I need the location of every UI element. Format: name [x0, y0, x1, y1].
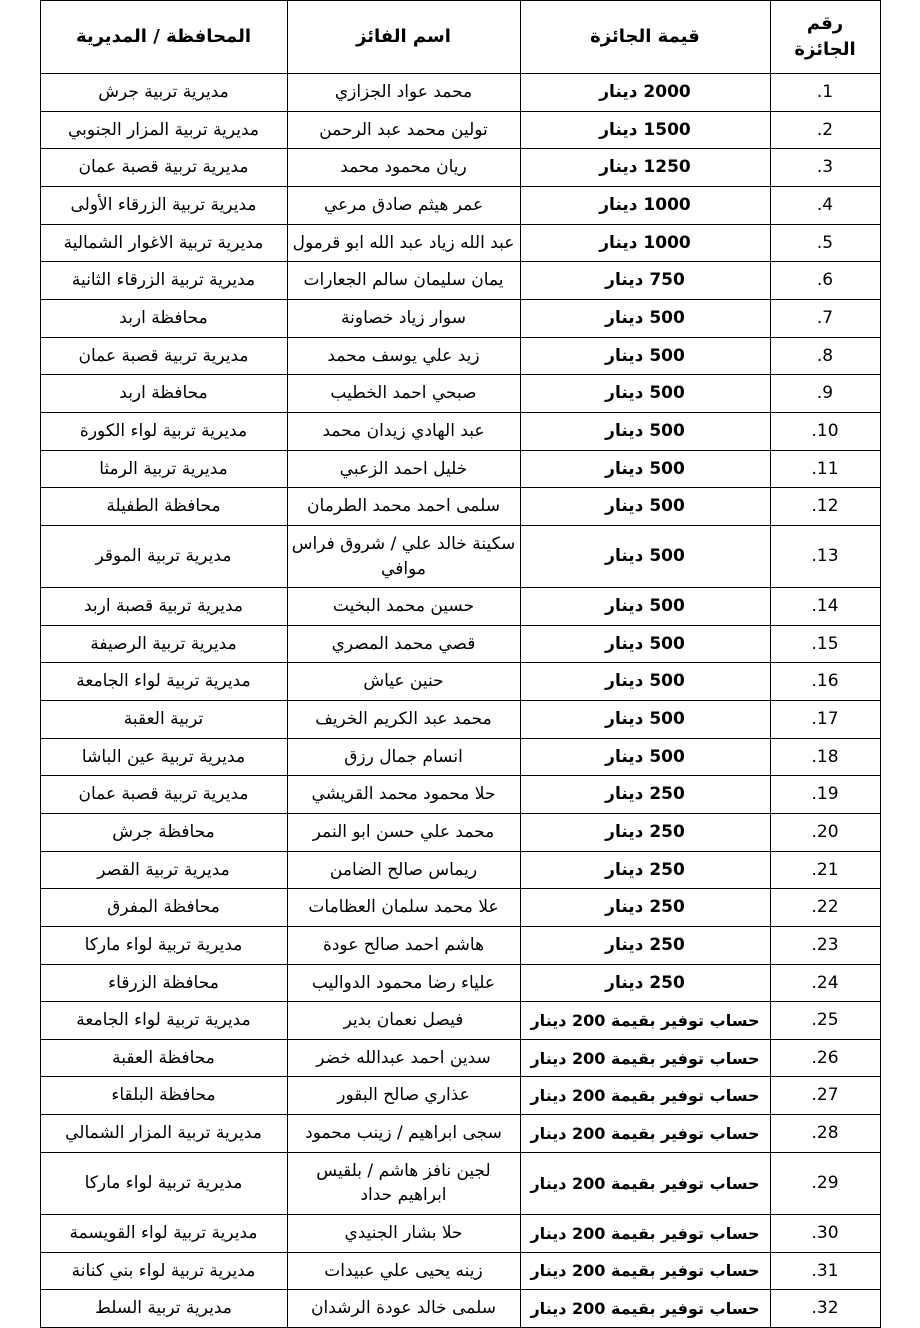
cell-prize-number: .26 [770, 1039, 880, 1077]
cell-directorate: محافظة الطفيلة [40, 488, 287, 526]
cell-prize-number: .17 [770, 701, 880, 739]
cell-winner-name: محمد عواد الجزازي [287, 74, 520, 112]
cell-winner-name: حنين عياش [287, 663, 520, 701]
column-header-winner: اسم الفائز [287, 1, 520, 74]
table-row [40, 1002, 880, 1040]
table-row [40, 337, 880, 375]
cell-winner-name: عبد الله زياد عبد الله ابو قرمول [287, 224, 520, 262]
cell-prize-number: .27 [770, 1077, 880, 1115]
cell-winner-name: سدين احمد عبدالله خضر [287, 1039, 520, 1077]
cell-directorate: مديرية تربية الاغوار الشمالية [40, 224, 287, 262]
cell-prize-value: 500 دينار [520, 525, 770, 587]
cell-prize-number: .15 [770, 625, 880, 663]
cell-winner-name: محمد عبد الكريم الخريف [287, 701, 520, 739]
cell-directorate: مديرية تربية لواء القويسمة [40, 1215, 287, 1253]
cell-winner-name: سجى ابراهيم / زينب محمود [287, 1115, 520, 1153]
table-row [40, 814, 880, 852]
cell-prize-value: 1250 دينار [520, 149, 770, 187]
cell-prize-value: 250 دينار [520, 889, 770, 927]
cell-winner-name: سلمى احمد محمد الطرمان [287, 488, 520, 526]
cell-winner-name: عذاري صالح البقور [287, 1077, 520, 1115]
table-row [40, 926, 880, 964]
cell-winner-name: عبد الهادي زيدان محمد [287, 412, 520, 450]
table-row [40, 738, 880, 776]
table-row [40, 1290, 880, 1328]
cell-directorate: مديرية تربية الرصيفة [40, 625, 287, 663]
cell-prize-value: 1000 دينار [520, 187, 770, 225]
cell-prize-number: .25 [770, 1002, 880, 1040]
cell-prize-number: .18 [770, 738, 880, 776]
cell-winner-name: ريان محمود محمد [287, 149, 520, 187]
cell-directorate: مديرية تربية المزار الجنوبي [40, 111, 287, 149]
cell-prize-number: .12 [770, 488, 880, 526]
cell-winner-name: ريماس صالح الضامن [287, 851, 520, 889]
cell-directorate: مديرية تربية لواء الجامعة [40, 663, 287, 701]
table-header [40, 1, 880, 74]
cell-directorate: محافظة اربد [40, 300, 287, 338]
cell-directorate: مديرية تربية قصبة عمان [40, 776, 287, 814]
cell-directorate: مديرية تربية الرمثا [40, 450, 287, 488]
cell-winner-name: سلمى خالد عودة الرشدان [287, 1290, 520, 1328]
cell-prize-number: .11 [770, 450, 880, 488]
table-row [40, 1115, 880, 1153]
table-row [40, 450, 880, 488]
table-row [40, 625, 880, 663]
table-row [40, 1252, 880, 1290]
cell-directorate: محافظة جرش [40, 814, 287, 852]
cell-prize-number: .7 [770, 300, 880, 338]
cell-directorate: مديرية تربية المزار الشمالي [40, 1115, 287, 1153]
cell-directorate: مديرية تربية لواء بني كنانة [40, 1252, 287, 1290]
cell-prize-value: 250 دينار [520, 851, 770, 889]
cell-prize-value: 1000 دينار [520, 224, 770, 262]
cell-prize-value: 2000 دينار [520, 74, 770, 112]
cell-prize-value: 750 دينار [520, 262, 770, 300]
cell-prize-value: 500 دينار [520, 663, 770, 701]
cell-directorate: محافظة الزرقاء [40, 964, 287, 1002]
cell-directorate: مديرية تربية قصبة عمان [40, 337, 287, 375]
cell-prize-number: .16 [770, 663, 880, 701]
cell-prize-number: .2 [770, 111, 880, 149]
cell-winner-name: سكينة خالد علي / شروق فراس موافي [287, 525, 520, 587]
table-row [40, 588, 880, 626]
cell-winner-name: خليل احمد الزعبي [287, 450, 520, 488]
table-row [40, 851, 880, 889]
cell-prize-value: حساب توفير بقيمة 200 دينار [520, 1290, 770, 1328]
table-row [40, 889, 880, 927]
cell-prize-value: حساب توفير بقيمة 200 دينار [520, 1215, 770, 1253]
cell-winner-name: حلا بشار الجنيدي [287, 1215, 520, 1253]
table-row [40, 412, 880, 450]
cell-prize-number: .9 [770, 375, 880, 413]
cell-prize-number: .5 [770, 224, 880, 262]
cell-prize-value: 500 دينار [520, 701, 770, 739]
cell-directorate: تربية العقبة [40, 701, 287, 739]
cell-prize-number: .14 [770, 588, 880, 626]
table-row [40, 224, 880, 262]
table-row [40, 1215, 880, 1253]
table-row [40, 111, 880, 149]
table-row [40, 964, 880, 1002]
cell-winner-name: محمد علي حسن ابو النمر [287, 814, 520, 852]
table-row [40, 187, 880, 225]
cell-winner-name: قصي محمد المصري [287, 625, 520, 663]
cell-winner-name: زيد علي يوسف محمد [287, 337, 520, 375]
cell-prize-number: .32 [770, 1290, 880, 1328]
cell-winner-name: عمر هيثم صادق مرعي [287, 187, 520, 225]
cell-directorate: مديرية تربية لواء ماركا [40, 926, 287, 964]
cell-winner-name: زينه يحيى علي عبيدات [287, 1252, 520, 1290]
cell-directorate: مديرية تربية الزرقاء الأولى [40, 187, 287, 225]
cell-prize-number: .21 [770, 851, 880, 889]
table-row [40, 525, 880, 587]
cell-prize-value: 500 دينار [520, 488, 770, 526]
cell-directorate: مديرية تربية لواء ماركا [40, 1152, 287, 1214]
cell-prize-value: 250 دينار [520, 926, 770, 964]
table-row [40, 375, 880, 413]
cell-winner-name: صبحي احمد الخطيب [287, 375, 520, 413]
cell-prize-value: حساب توفير بقيمة 200 دينار [520, 1252, 770, 1290]
cell-prize-number: .6 [770, 262, 880, 300]
cell-winner-name: لجين نافز هاشم / بلقيس ابراهيم حداد [287, 1152, 520, 1214]
cell-prize-value: حساب توفير بقيمة 200 دينار [520, 1002, 770, 1040]
cell-directorate: مديرية تربية السلط [40, 1290, 287, 1328]
cell-winner-name: حلا محمود محمد القريشي [287, 776, 520, 814]
cell-winner-name: انسام جمال رزق [287, 738, 520, 776]
table-row [40, 149, 880, 187]
cell-directorate: محافظة البلقاء [40, 1077, 287, 1115]
cell-prize-number: .28 [770, 1115, 880, 1153]
cell-prize-number: .10 [770, 412, 880, 450]
cell-prize-value: 250 دينار [520, 776, 770, 814]
cell-prize-value: 250 دينار [520, 814, 770, 852]
cell-directorate: مديرية تربية جرش [40, 74, 287, 112]
cell-winner-name: فيصل نعمان بدير [287, 1002, 520, 1040]
column-header-directorate: المحافظة / المديرية [40, 1, 287, 74]
cell-directorate: مديرية تربية القصر [40, 851, 287, 889]
cell-directorate: مديرية تربية عين الباشا [40, 738, 287, 776]
cell-prize-value: 500 دينار [520, 375, 770, 413]
cell-winner-name: علياء رضا محمود الدواليب [287, 964, 520, 1002]
cell-prize-value: حساب توفير بقيمة 200 دينار [520, 1115, 770, 1153]
cell-prize-value: 250 دينار [520, 964, 770, 1002]
cell-prize-value: 500 دينار [520, 337, 770, 375]
winners-table [40, 0, 881, 1328]
cell-prize-number: .1 [770, 74, 880, 112]
table-row [40, 74, 880, 112]
cell-prize-number: .13 [770, 525, 880, 587]
table-row [40, 1077, 880, 1115]
table-row [40, 776, 880, 814]
cell-prize-number: .3 [770, 149, 880, 187]
cell-prize-value: 500 دينار [520, 625, 770, 663]
column-header-number: رقم الجائزة [770, 1, 880, 74]
cell-directorate: مديرية تربية الموقر [40, 525, 287, 587]
cell-prize-number: .4 [770, 187, 880, 225]
cell-prize-value: حساب توفير بقيمة 200 دينار [520, 1039, 770, 1077]
cell-prize-value: 500 دينار [520, 300, 770, 338]
cell-directorate: مديرية تربية قصبة عمان [40, 149, 287, 187]
table-row [40, 262, 880, 300]
cell-prize-number: .30 [770, 1215, 880, 1253]
cell-prize-value: حساب توفير بقيمة 200 دينار [520, 1077, 770, 1115]
cell-winner-name: حسين محمد البخيت [287, 588, 520, 626]
cell-prize-value: 500 دينار [520, 412, 770, 450]
cell-directorate: مديرية تربية الزرقاء الثانية [40, 262, 287, 300]
cell-prize-number: .23 [770, 926, 880, 964]
cell-prize-number: .31 [770, 1252, 880, 1290]
cell-directorate: محافظة اربد [40, 375, 287, 413]
cell-winner-name: يمان سليمان سالم الجعارات [287, 262, 520, 300]
cell-prize-number: .8 [770, 337, 880, 375]
cell-prize-number: .29 [770, 1152, 880, 1214]
cell-directorate: مديرية تربية قصبة اربد [40, 588, 287, 626]
cell-prize-value: 500 دينار [520, 588, 770, 626]
table-row [40, 300, 880, 338]
table-row [40, 1152, 880, 1214]
cell-directorate: محافظة العقبة [40, 1039, 287, 1077]
cell-winner-name: تولين محمد عبد الرحمن [287, 111, 520, 149]
cell-prize-value: 500 دينار [520, 738, 770, 776]
cell-winner-name: علا محمد سلمان العظامات [287, 889, 520, 927]
cell-prize-number: .19 [770, 776, 880, 814]
table-row [40, 488, 880, 526]
column-header-prize: قيمة الجائزة [520, 1, 770, 74]
cell-prize-value: حساب توفير بقيمة 200 دينار [520, 1152, 770, 1214]
cell-winner-name: هاشم احمد صالح عودة [287, 926, 520, 964]
table-row [40, 701, 880, 739]
table-row [40, 663, 880, 701]
cell-prize-value: 500 دينار [520, 450, 770, 488]
cell-winner-name: سوار زياد خصاونة [287, 300, 520, 338]
cell-prize-number: .24 [770, 964, 880, 1002]
table-row [40, 1039, 880, 1077]
cell-directorate: مديرية تربية لواء الكورة [40, 412, 287, 450]
cell-prize-value: 1500 دينار [520, 111, 770, 149]
table-body [40, 74, 880, 1328]
cell-directorate: محافظة المفرق [40, 889, 287, 927]
table-header-row [40, 1, 880, 74]
cell-prize-number: .22 [770, 889, 880, 927]
cell-directorate: مديرية تربية لواء الجامعة [40, 1002, 287, 1040]
cell-prize-number: .20 [770, 814, 880, 852]
